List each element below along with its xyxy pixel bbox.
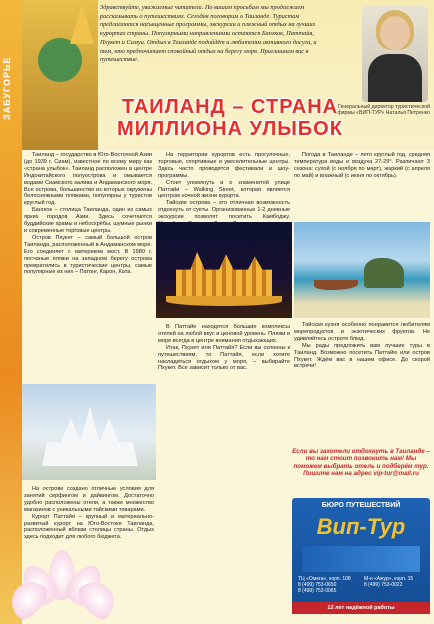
lotus-flower-image [4, 544, 124, 624]
white-temple-shape [42, 406, 138, 466]
white-temple-photo [22, 384, 156, 480]
longtail-boat [314, 280, 358, 290]
paragraph: Итак, Пхукет или Паттайя? Если вы склонны к путешествиям, то Паттайя, если хотите насладиться отдыхом у моря, – выбирайте Пхукет. Все зависит только от вас. [158, 344, 290, 372]
emerald-buddha-photo [22, 0, 98, 150]
temple-silhouette [176, 252, 272, 296]
intro-text: Здравствуйте, уважаемые читатели. По вашим просьбам мы продолжаем рассказывать о путешествиях. Сегодня поговорим о Таиланде. Туристам предлагаются насыщенные программы, экскурсии и пляжный отдых на лучших курортах страны. Популярными направлениями остаются Бангкок, Паттайя, Пхукет и Самуи. Отдых в Таиланде подойдёт и любителям активного досуга, и тем, кто предпочитает спокойный отдых на берегу моря. Приглашаем вас в путешествие. [100, 4, 317, 64]
article-title [110, 96, 350, 140]
section-strip [0, 0, 22, 624]
title-line-1: ТАИЛАНД – СТРАНА [121, 96, 339, 118]
paragraph: Стоит упомянуть и о знаменитой улице Паттайи – Walking Street, которая является центром ночной жизни курорта. [158, 179, 290, 200]
paragraph: Погода в Таиланде – лето круглый год, средняя температура воды и воздуха 27-29°. Различают 3 сезона: сухой (с ноября по март), жаркий (с апреля по май) и влажный (с июня по октябрь). [294, 152, 430, 179]
ad-tagline: 12 лет надёжной работы [292, 602, 430, 614]
vip-tur-advertisement [292, 498, 430, 614]
paragraph: Тайские острова – это отличная возможность отдохнуть от суеты. Организованные 1-2 дневные экскурсии позволят посетить Камбоджу, [158, 200, 290, 221]
limestone-rock [364, 258, 404, 288]
column-1 [24, 152, 152, 380]
section-label: ЗАБУГОРЬЕ [2, 56, 12, 120]
paragraph: Мы рады предложить вам лучшие туры в Таиланд. Возможно посетить Паттайю или остров Пхукет. Ждём вас в нашем офисе. До скорой встречи! [294, 342, 430, 370]
ad-address-2: М-н «Ажур», корп. 15 8 (499) 753-0022 [364, 576, 414, 588]
phuket-beach-photo [294, 222, 430, 318]
ad-address-1: ТЦ «Омега», корп. 108 8 (499) 753-0650 8 (499) 753-0065 [298, 576, 351, 594]
grand-palace-night-photo [156, 222, 292, 318]
paragraph: Таиланд – государство в Юго-Восточной Азии (до 1939 г. Сиам), известное по всему миру как «страна улыбок». Таиланд расположен в центре Индокитайского полуострова и омывается водами Сиамского залива и Андаманского моря. Все острова, большинство из которых окружены белоснежными пляжами, популярны у туристов круглый год. [24, 152, 152, 207]
paragraph: Бангкок – столица Таиланда, один из самых ярких городов Азии. Здесь сочетаются буддийские храмы и небоскрёбы, шумные рынки и современные торговые центры. [24, 207, 152, 234]
paragraph: В Паттайе находятся большие комплексы отелей на любой вкус и ценовой уровень. Пляжи и море всегда в центре внимания отдыхающих. [158, 324, 291, 344]
promo-text: Если вы захотели отдохнуть в Таиланде – то нам стоит позвонить нам! Мы поможем выбрать отель и подберём тур. Пишите нам на адрес vip-tur@mail.ru [292, 448, 430, 477]
portrait-head [380, 16, 410, 50]
portrait-body [368, 54, 422, 102]
paragraph: Тайская кухня особенно понравится любителям морепродуктов и экзотических фруктов. Не удивляйтесь остроте блюд. [294, 322, 430, 342]
photo-caption: Генеральный директор туристической фирмы «ВИП-ТУР» Наталья Петренко [337, 104, 430, 117]
paragraph: На территории курортов есть прогулочные, торговые, спортивные и увеселительные центры. Здесь часто проводятся фестивали и шоу-программы. [158, 152, 290, 179]
royal-barge [166, 296, 282, 306]
paragraph: Курорт Паттайя – крупный и материально-развитый курорт на Юго-Востоке Таиланда, расположенный вблизи столицы страны. Отдых здесь подходит для любого бюджета. [24, 513, 154, 541]
title-line-2: МИЛЛИОНА УЛЫБОК [117, 118, 343, 140]
ad-bureau-label: БЮРО ПУТЕШЕСТВИЙ [321, 502, 401, 509]
paragraph: Остров Пхукет – самый большой остров Таиланда, расположенный в Андаманском море. Его соединяет с материком мост. В 1980 г. песчаные пляжи на западном берегу острова превратились в туристические центры, самые популярные из них – Патонг, Карон, Ката. [24, 234, 152, 276]
column-2 [158, 152, 290, 220]
paragraph: На острове создано отличные условия для занятий серфингом и дайвингом. Достаточно удобно расположены отели, а также множество магазинов с уникальными тайскими товарами. [24, 486, 154, 513]
ad-brand-name: Вип-Тур [316, 514, 406, 539]
column-4-lower [294, 322, 430, 446]
column-3 [158, 324, 290, 620]
spire-shape [70, 4, 94, 44]
column-4 [294, 152, 430, 220]
director-photo [362, 6, 428, 102]
ad-banner-graphic [302, 546, 420, 572]
